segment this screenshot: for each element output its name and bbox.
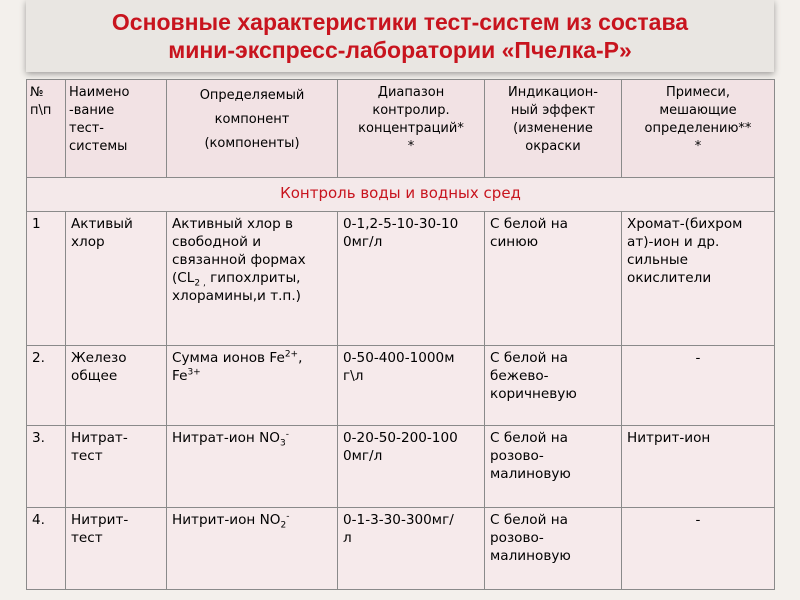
table-row (27, 508, 775, 590)
cell-range: 0-1,2-5-10-30-10 0мг/л (338, 212, 485, 346)
section-row (27, 178, 775, 212)
cell-name: Железо общее (66, 346, 167, 426)
section-label: Контроль воды и водных сред (27, 178, 775, 212)
header-indication: Индикацион- ный эффект (изменение окраски (485, 80, 622, 178)
cell-impurities: - (622, 346, 775, 426)
cell-impurities: - (622, 508, 775, 590)
header-impurities: Примеси, мешающие определению** * (622, 80, 775, 178)
cell-range: 0-1-3-30-300мг/ л (338, 508, 485, 590)
cell-num: 2. (27, 346, 66, 426)
cell-impurities: Нитрит-ион (622, 426, 775, 508)
title-line-1: Основные характеристики тест-систем из состава (111, 9, 689, 35)
cell-component: Активный хлор в свободной и связанной формах ($CL_{2 ,}$ гипохлриты, хлорамины,и т.п.) (167, 212, 338, 346)
title-line-2: мини-экспресс-лаборатории «Пчелка-Р» (168, 37, 632, 63)
cell-range: 0-20-50-200-100 0мг/л (338, 426, 485, 508)
cell-name: Нитрит- тест (66, 508, 167, 590)
cell-range: 0-50-400-1000м г\л (338, 346, 485, 426)
cell-indication: С белой на синюю (485, 212, 622, 346)
header-component: Определяемый компонент (компоненты) (167, 80, 338, 178)
cell-num: 1 (27, 212, 66, 346)
header-row (27, 80, 775, 178)
cell-component: Нитрит-ион $NO_2^-$ (167, 508, 338, 590)
table-row (27, 346, 775, 426)
cell-name: Активый хлор (66, 212, 167, 346)
cell-name: Нитрат- тест (66, 426, 167, 508)
page-title (0, 8, 800, 64)
header-range: Диапазон контролир. концентраций* * (338, 80, 485, 178)
cell-impurities: Хромат-(бихром ат)-ион и др. сильные окислители (622, 212, 775, 346)
characteristics-table (26, 79, 775, 590)
cell-component: Сумма ионов $Fe^{2+}$, $Fe^{3+}$ (167, 346, 338, 426)
header-num: № п\п (27, 80, 66, 178)
cell-num: 3. (27, 426, 66, 508)
cell-indication: С белой на бежево- коричневую (485, 346, 622, 426)
cell-indication: С белой на розово- малиновую (485, 426, 622, 508)
table-row (27, 212, 775, 346)
cell-component: Нитрат-ион $NO_3^-$ (167, 426, 338, 508)
cell-indication: С белой на розово- малиновую (485, 508, 622, 590)
cell-num: 4. (27, 508, 66, 590)
header-name: Наимено -вание тест- системы (66, 80, 167, 178)
table-row (27, 426, 775, 508)
